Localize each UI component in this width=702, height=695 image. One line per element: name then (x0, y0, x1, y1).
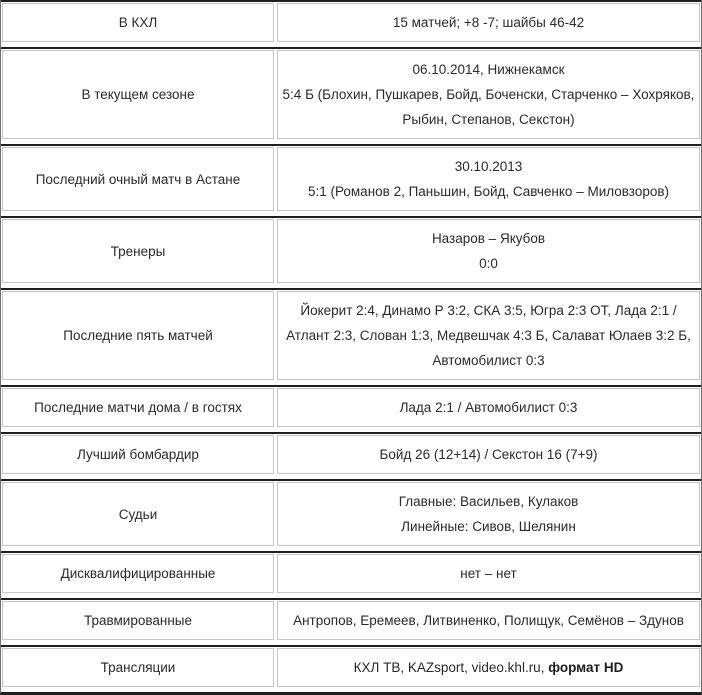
row-value (277, 482, 700, 546)
row-value (277, 3, 700, 42)
row-label: Лучший бомбардир (2, 435, 274, 474)
row-value (277, 601, 700, 640)
row-value (277, 219, 700, 283)
table-row-broadcasts (1, 645, 701, 692)
value-line: нет – нет (460, 566, 517, 581)
row-label: В КХЛ (2, 3, 274, 42)
value-line: Линейные: Сивов, Шелянин (401, 519, 576, 534)
value-line: 5:4 Б (Блохин, Пушкарев, Бойд, Боченски, Старченко – Хохряков, Рыбин, Степанов, Секстон) (282, 87, 695, 127)
row-label: Судьи (2, 482, 274, 546)
table-row-home-away (1, 385, 701, 432)
table-row-coaches (1, 216, 701, 288)
table-row-referees (1, 479, 701, 551)
broadcast-channels: КХЛ ТВ, KAZsport, video.khl.ru, (353, 660, 549, 675)
table-row-top-scorer (1, 432, 701, 479)
row-label: Последние матчи дома / в гостях (2, 388, 274, 427)
row-label: Травмированные (2, 601, 274, 640)
table-row-disqualified (1, 551, 701, 598)
row-value (277, 388, 700, 427)
table-row-last-five-matches (1, 288, 701, 385)
value-line: 0:0 (479, 256, 498, 271)
row-label: Тренеры (2, 219, 274, 283)
table-row-khl (1, 0, 701, 47)
row-label: Последний очный матч в Астане (2, 147, 274, 211)
table-row-current-season (1, 47, 701, 144)
row-value (277, 147, 700, 211)
table-row-injured (1, 598, 701, 645)
row-value (277, 554, 700, 593)
row-value (277, 648, 700, 687)
value-line: 15 матчей; +8 -7; шайбы 46-42 (392, 15, 585, 30)
row-value (277, 435, 700, 474)
value-line: Йокерит 2:4, Динамо Р 3:2, СКА 3:5, Югра 2:3 ОТ, Лада 2:1 / Атлант 2:3, Слован 1:3, Медвешчак 4:3 Б, Салават Юлаев 3:2 Б, Автомобилист 0:3 (286, 303, 691, 368)
row-value (277, 50, 700, 139)
table-row-last-match-astana (1, 144, 701, 216)
row-label: Трансляции (2, 648, 274, 687)
value-line: 30.10.2013 (454, 159, 523, 174)
row-label: Дисквалифицированные (2, 554, 274, 593)
row-value (277, 291, 700, 380)
value-line: Назаров – Якубов (431, 231, 546, 246)
row-label: Последние пять матчей (2, 291, 274, 380)
row-label: В текущем сезоне (2, 50, 274, 139)
value-line: Бойд 26 (12+14) / Секстон 16 (7+9) (379, 447, 598, 462)
value-line (282, 655, 695, 680)
value-line: Главные: Васильев, Кулаков (398, 494, 579, 509)
value-line: Антропов, Еремеев, Литвиненко, Полищук, Семёнов – Здунов (293, 613, 684, 628)
value-line: 06.10.2014, Нижнекамск (412, 62, 565, 77)
value-line: Лада 2:1 / Автомобилист 0:3 (399, 400, 578, 415)
broadcast-format-bold: формат HD (548, 660, 624, 675)
value-line: 5:1 (Романов 2, Паньшин, Бойд, Савченко – Миловзоров) (307, 184, 670, 199)
